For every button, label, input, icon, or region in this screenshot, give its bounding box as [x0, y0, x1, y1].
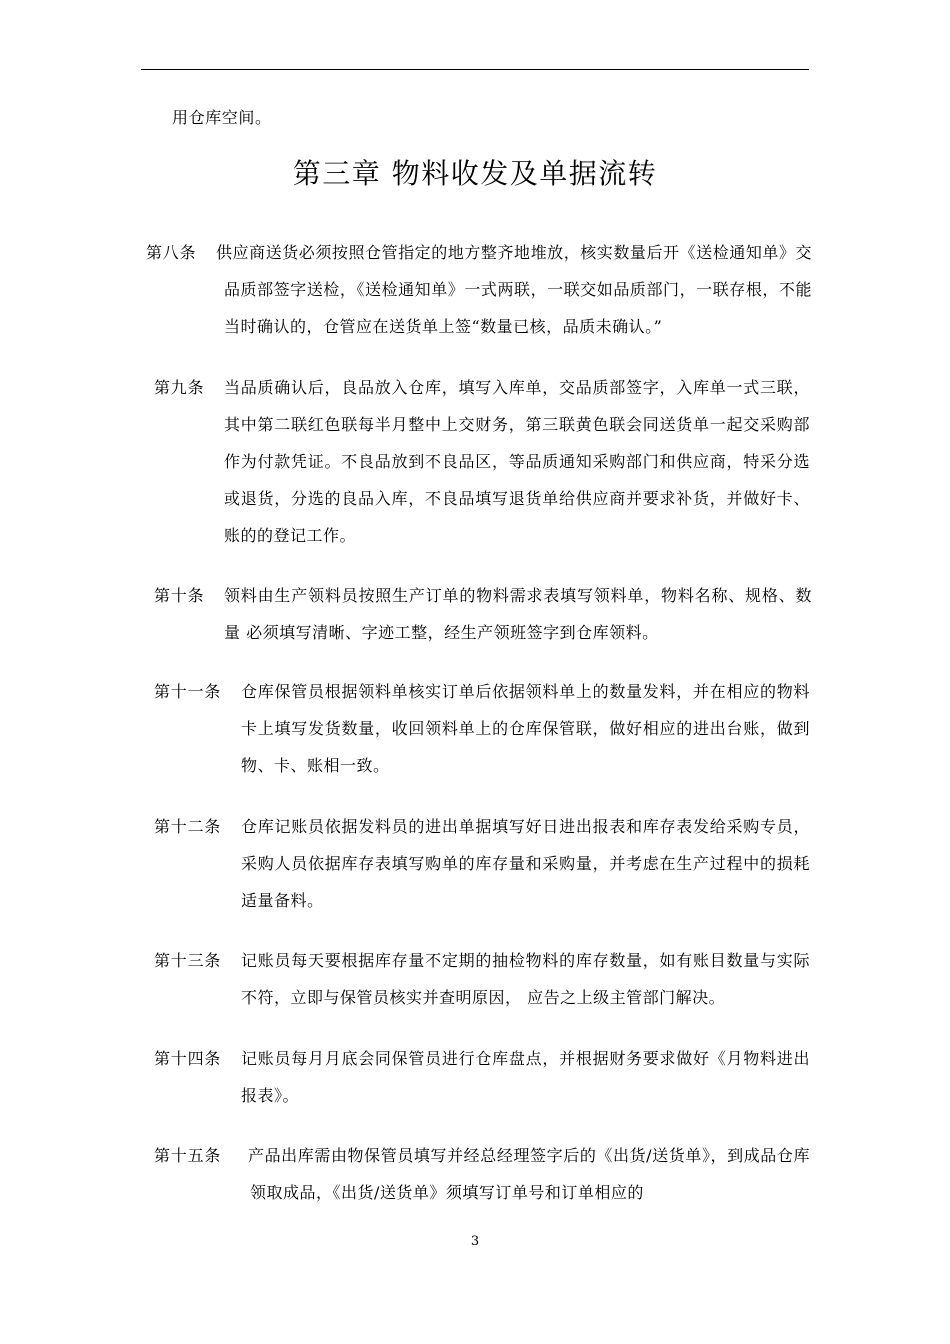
- article-text: 供应商送货必须按照仓管指定的地方整齐地堆放，核实数量后开《送检通知单》交品质部签字送检，《送检通知单》一式两联，一联交如品质部门，一联存根，不能当时确认的，仓管应在送货单上签“数量已核，品质未确认。”: [216, 243, 812, 336]
- header-rule: [141, 69, 809, 70]
- article-label: 第十三条: [154, 951, 222, 970]
- article-text: 记账员每月月底会同保管员进行仓库盘点，并根据财务要求做好《月物料进出报表》。: [241, 1049, 810, 1105]
- article-text: 当品质确认后，良品放入仓库，填写入库单，交品质部签字，入库单一式三联，其中第二联红色联每半月整中上交财务，第三联黄色联会同送货单一起交采购部作为付款凭证。不良品放到不良品区，等品质通知采购部门和供应商，特采分选或退货，分选的良品入库，不良品填写退货单给供应商并要求补货，并做好卡、账的的登记工作。: [224, 378, 810, 545]
- article-text: 仓库记账员依据发料员的进出单据填写好日进出报表和库存表发给采购专员，采购人员依据库存表填写购单的库存量和采购量，并考虑在生产过程中的损耗适量备料。: [241, 817, 810, 910]
- continuation-text: 用仓库空间。: [172, 108, 272, 127]
- page-number: 3: [470, 1234, 480, 1249]
- article-label: 第十条: [154, 586, 205, 605]
- article-label: 第十二条: [154, 817, 222, 836]
- article-text: 产品出库需由物保管员填写并经总经理签字后的《出货/送货单》，到成品仓库领取成品，《出货/送货单》须填写订单号和订单相应的: [248, 1146, 810, 1202]
- article-label: 第十五条: [154, 1146, 222, 1165]
- article-text: 记账员每天要根据库存量不定期的抽检物料的库存数量，如有账目数量与实际不符，立即与保管员核实并查明原因， 应告之上级主管部门解决。: [241, 951, 810, 1007]
- article-text: 领料由生产领料员按照生产订单的物料需求表填写领料单，物料名称、规格、数量 必须填写清晰、字迹工整，经生产领班签字到仓库领料。: [224, 586, 812, 642]
- article-label: 第九条: [154, 378, 205, 397]
- article-text: 仓库保管员根据领料单核实订单后依据领料单上的数量发料，并在相应的物料卡上填写发货数量，收回领料单上的仓库保管联，做好相应的进出台账，做到物、卡、账相一致。: [241, 682, 810, 775]
- chapter-title: 第三章 物料收发及单据流转: [292, 157, 658, 190]
- article-label: 第十一条: [154, 682, 222, 701]
- article-label: 第十四条: [154, 1049, 222, 1068]
- article-label: 第八条: [146, 243, 197, 262]
